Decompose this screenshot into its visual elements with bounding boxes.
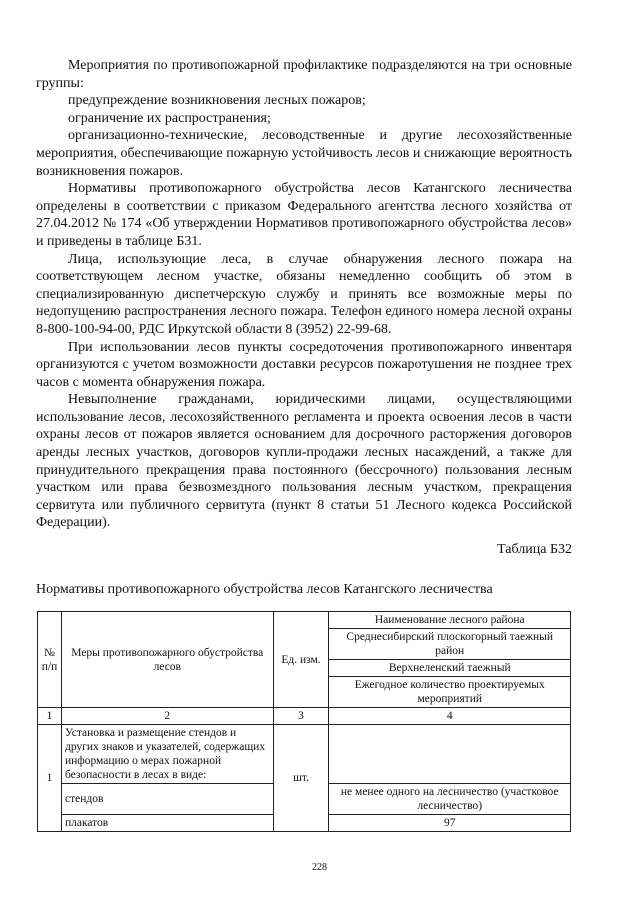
table-row xyxy=(38,725,571,784)
row-sub-value: не менее одного на лесничество (участковое лесничество) xyxy=(329,784,571,815)
row-num: 1 xyxy=(38,725,62,832)
table-index-row xyxy=(38,708,571,725)
header-quantity: Ежегодное количество проектируемых мероприятий xyxy=(329,677,571,708)
header-num: № п/п xyxy=(38,612,62,708)
body-text xyxy=(36,57,572,532)
index-cell: 1 xyxy=(38,708,62,725)
paragraph: Лица, использующие леса, в случае обнаружения лесного пожара на соответствующем лесном участке, обязаны немедленно сообщить об этом в специализированную диспетчерскую службу и принять все возможные меры по недопущению распространения лесного пожара. Телефон единого номера лесной охраны 8-800-100-94-00, РДС Иркутской области 8 (3952) 22-99-68. xyxy=(36,251,572,337)
index-cell: 4 xyxy=(329,708,571,725)
row-sub-value: 97 xyxy=(329,815,571,832)
page-number: 228 xyxy=(312,862,327,873)
paragraph: Нормативы противопожарного обустройства лесов Катангского лесничества определены в соответствии с приказом Федерального агентства лесного хозяйства от 27.04.2012 № 174 «Об утверждении Нормативов противопожарного обустройства лесов» и приведены в таблице Б31. xyxy=(36,181,572,249)
row-empty xyxy=(329,725,571,784)
paragraph: При использовании лесов пункты сосредоточения противопожарного инвентаря организуются с учетом возможности доставки ресурсов пожаротушения не позднее трех часов с момента обнаружения пожара. xyxy=(36,339,572,390)
row-unit: шт. xyxy=(273,725,329,832)
paragraph: предупреждение возникновения лесных пожаров; xyxy=(68,93,366,109)
table-heading: Нормативы противопожарного обустройства лесов Катангского лесничества xyxy=(36,582,493,597)
header-unit: Ед. изм. xyxy=(273,612,329,708)
row-sub-label: стендов xyxy=(61,784,273,815)
paragraph: организационно-технические, лесоводственные и другие лесохозяйственные мероприятия, обеспечивающие пожарную устойчивость лесов и снижающие вероятность возникновения пожаров. xyxy=(36,128,572,179)
table-header-row xyxy=(38,612,571,629)
index-cell: 3 xyxy=(273,708,329,725)
row-sub-label: плакатов xyxy=(61,815,273,832)
table-caption: Таблица Б32 xyxy=(497,542,572,557)
paragraph: Невыполнение гражданами, юридическими лицами, осуществляющими использование лесов, лесохозяйственного регламента и проекта освоения лесов в части охраны лесов от пожаров является основанием для досрочного расторжения договоров аренды лесных участков, договоров купли-продажи лесных насаждений, а также для принудительного прекращения права постоянного (бессрочного) пользования лесным участком или права безвозмездного пользования лесным участком, прекращения сервитута или публичного сервитута (пункт 8 статьи 51 Лесного кодекса Российской Федерации). xyxy=(36,392,572,531)
header-area-name: Наименование лесного района xyxy=(329,612,571,629)
header-measures: Меры противопожарного обустройства лесов xyxy=(61,612,273,708)
norms-table xyxy=(37,611,571,832)
index-cell: 2 xyxy=(61,708,273,725)
header-area-1: Среднесибирский плоскогорный таежный район xyxy=(329,629,571,660)
header-area-2: Верхнеленский таежный xyxy=(329,660,571,677)
row-measure: Установка и размещение стендов и других знаков и указателей, содержащих информацию о мерах пожарной безопасности в лесах в виде: xyxy=(61,725,273,784)
paragraph: Мероприятия по противопожарной профилактике подразделяются на три основные группы: xyxy=(36,58,572,91)
paragraph: ограничение их распространения; xyxy=(68,110,271,126)
